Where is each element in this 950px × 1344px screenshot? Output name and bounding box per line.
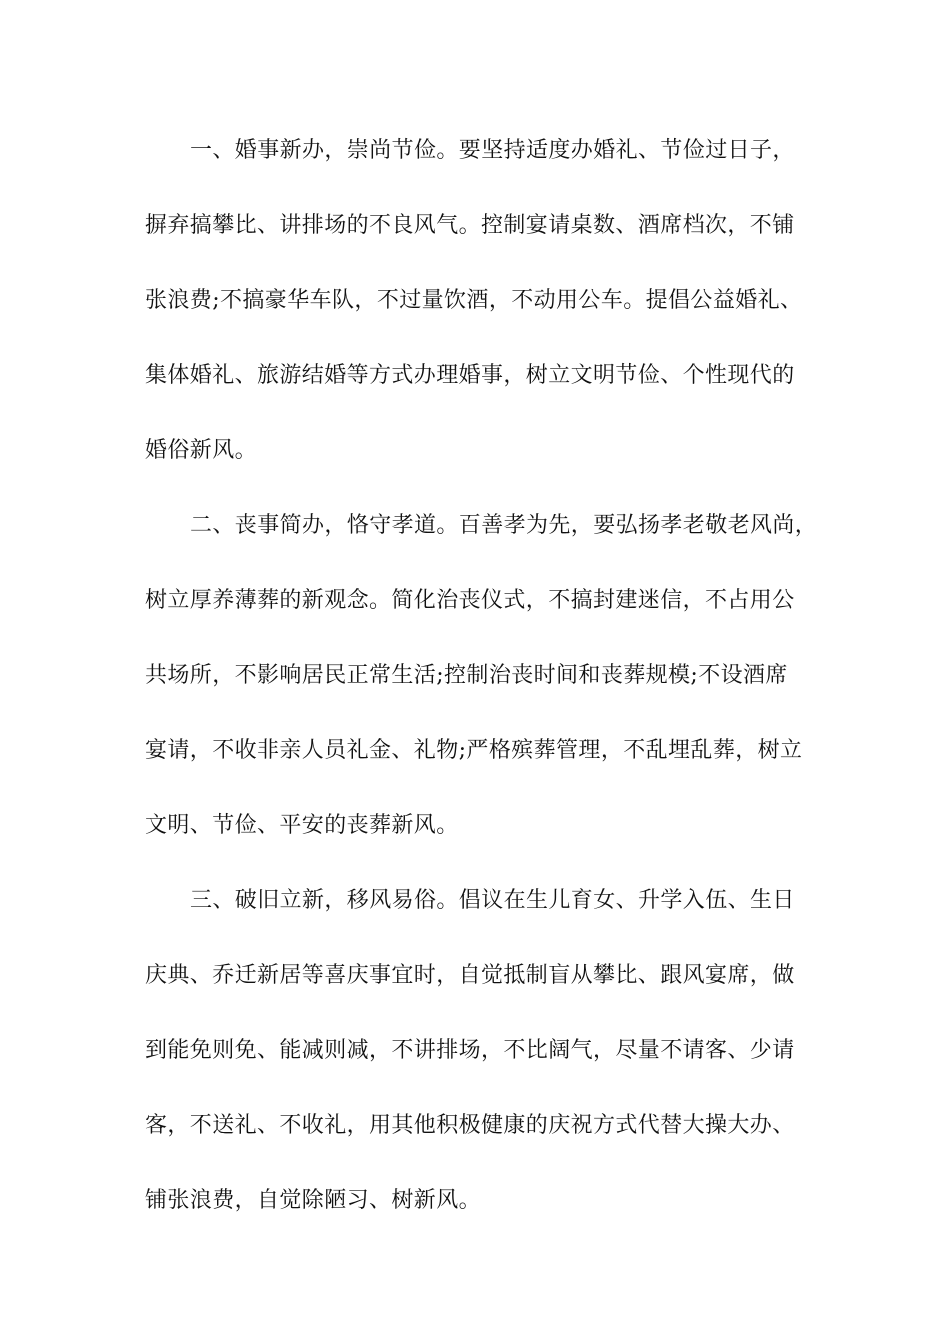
paragraph-3-line-1: 三、破旧立新，移风易俗。倡议在生儿育女、升学入伍、生日 (190, 888, 795, 913)
paragraph-1-line-3: 张浪费;不搞豪华车队，不过量饮酒，不动用公车。提倡公益婚礼、 (145, 288, 803, 313)
paragraph-3-line-4: 客，不送礼、不收礼，用其他积极健康的庆祝方式代替大操大办、 (145, 1113, 795, 1138)
paragraph-2-line-3: 共场所，不影响居民正常生活;控制治丧时间和丧葬规模;不设酒席 (145, 663, 788, 688)
paragraph-1-line-2: 摒弃搞攀比、讲排场的不良风气。控制宴请桌数、酒席档次，不铺 (145, 213, 795, 238)
paragraph-1-line-1: 一、婚事新办，崇尚节俭。要坚持适度办婚礼、节俭过日子， (190, 138, 795, 163)
paragraph-1-line-4: 集体婚礼、旅游结婚等方式办理婚事，树立文明节俭、个性现代的 (145, 363, 795, 388)
paragraph-2-line-2: 树立厚养薄葬的新观念。简化治丧仪式，不搞封建迷信，不占用公 (145, 588, 795, 613)
paragraph-3-line-5: 铺张浪费，自觉除陋习、树新风。 (145, 1188, 482, 1213)
paragraph-2-line-5: 文明、节俭、平安的丧葬新风。 (145, 813, 459, 838)
paragraph-1-line-5: 婚俗新风。 (145, 438, 258, 463)
paragraph-3-line-2: 庆典、乔迁新居等喜庆事宜时，自觉抵制盲从攀比、跟风宴席，做 (145, 963, 795, 988)
paragraph-2-line-1: 二、丧事简办，恪守孝道。百善孝为先，要弘扬孝老敬老风尚， (190, 513, 818, 538)
paragraph-3-line-3: 到能免则免、能减则减，不讲排场，不比阔气，尽量不请客、少请 (145, 1038, 795, 1063)
paragraph-2-line-4: 宴请，不收非亲人员礼金、礼物;严格殡葬管理，不乱埋乱葬，树立 (145, 738, 803, 763)
